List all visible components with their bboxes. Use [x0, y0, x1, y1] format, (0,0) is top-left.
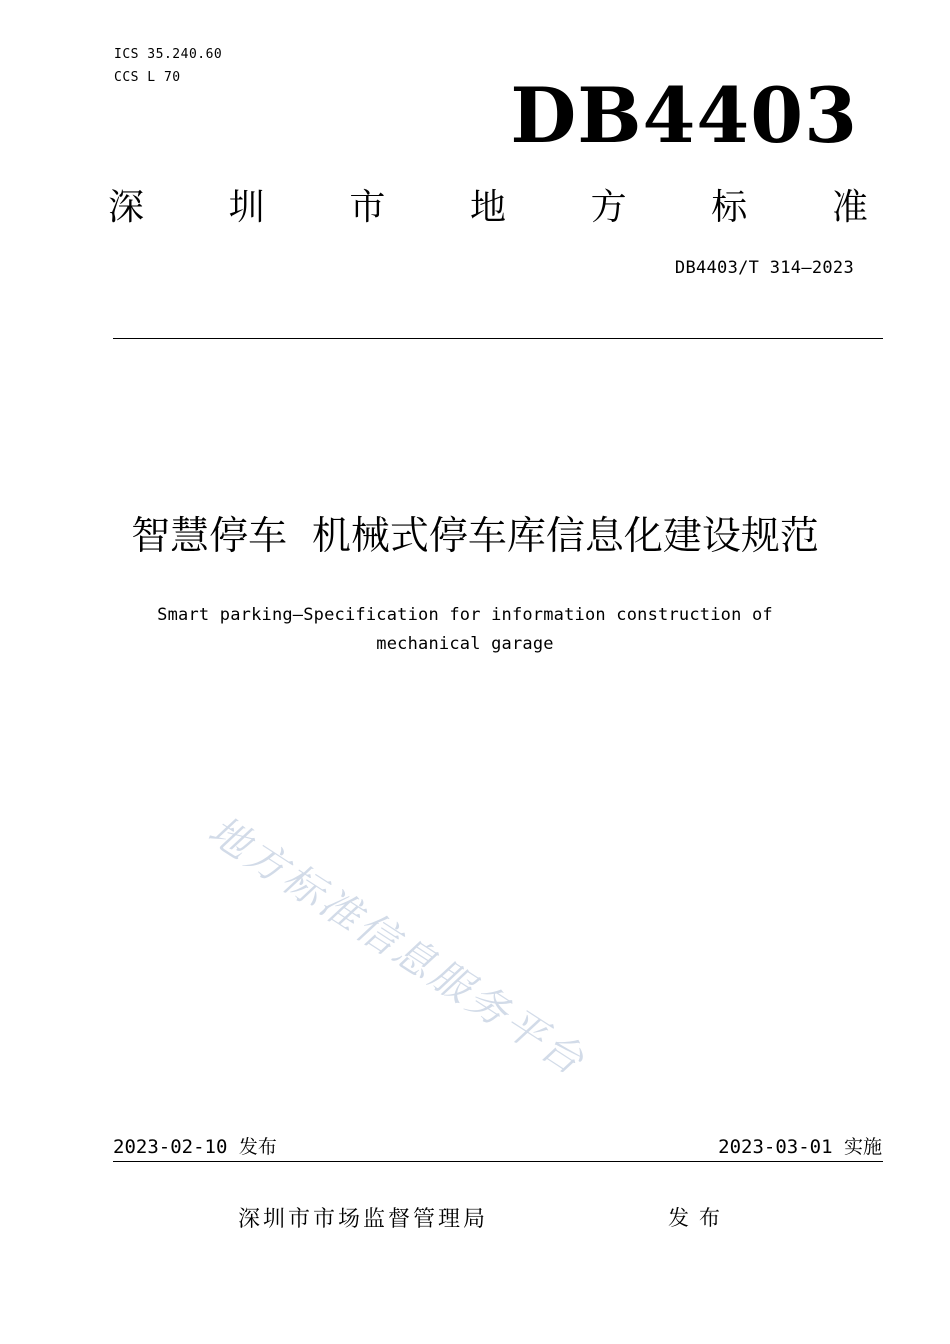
document-title-english: [120, 601, 810, 659]
issuing-authority: 深圳市市场监督管理局: [238, 1207, 489, 1232]
issue-label: 发布: [668, 1206, 730, 1230]
standard-type-char: 地: [469, 187, 506, 228]
standard-type-char: 方: [590, 187, 627, 228]
standard-type-char: 标: [711, 187, 748, 228]
english-title-line: mechanical garage: [376, 634, 554, 654]
standard-type: [108, 186, 868, 230]
footer-divider: [113, 1161, 883, 1162]
implementation-date: 2023-03-01 实施: [718, 1136, 882, 1158]
document-title-chinese: 智慧停车 机械式停车库信息化建设规范: [131, 514, 819, 559]
standard-type-char: 准: [831, 187, 868, 228]
standard-type-char: 深: [108, 187, 145, 228]
ics-code: ICS 35.240.60: [114, 47, 223, 62]
header-divider: [113, 338, 883, 339]
standard-type-char: 圳: [228, 187, 265, 228]
english-title-line: Smart parking—Specification for information construction of: [157, 605, 773, 625]
standard-type-char: 市: [349, 187, 386, 228]
standard-number: DB4403/T 314—2023: [674, 258, 854, 278]
standard-logo: DB4403: [510, 71, 858, 160]
issue-date: 2023-02-10 发布: [113, 1136, 277, 1158]
ccs-code: CCS L 70: [114, 70, 181, 85]
watermark: 地方标准信息服务平台: [200, 807, 595, 1086]
